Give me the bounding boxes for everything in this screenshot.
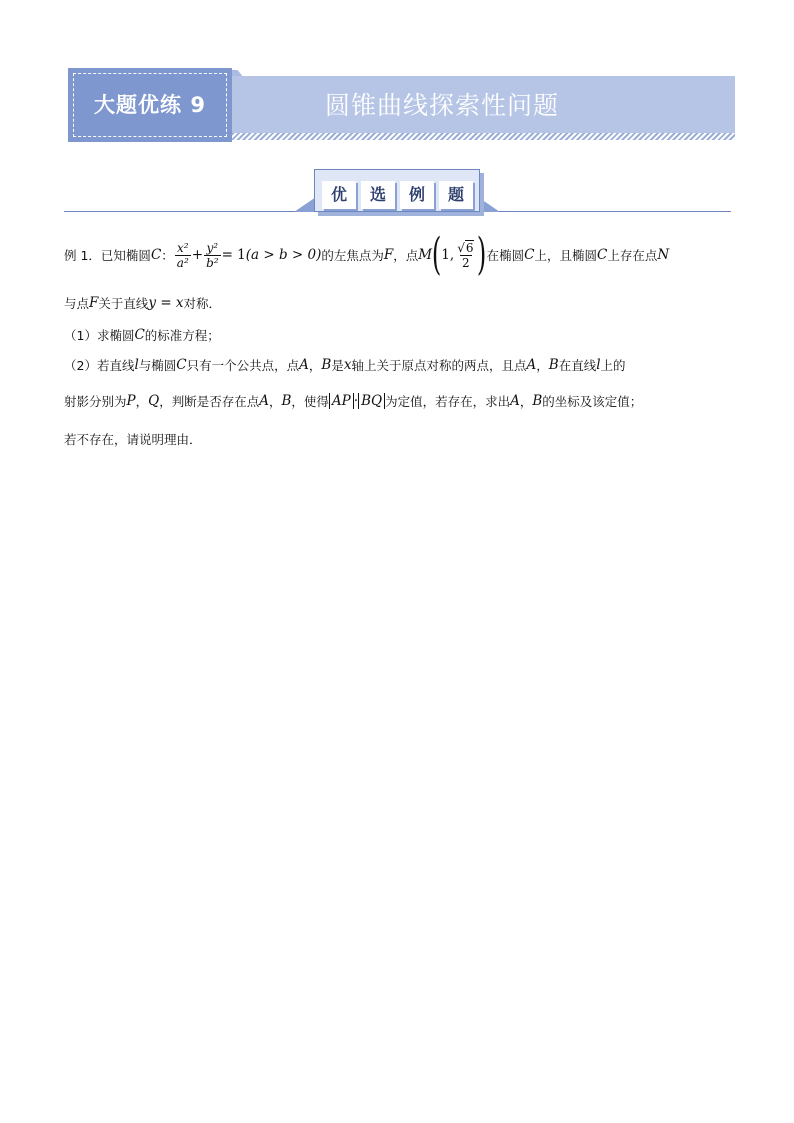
- text: （2）若直线: [64, 358, 135, 373]
- text: ，: [135, 394, 149, 409]
- section-label-char: 题: [439, 181, 473, 209]
- problem-line-1: [64, 229, 670, 280]
- text: ，: [519, 394, 533, 409]
- text: 只有一个公共点，点: [186, 358, 300, 373]
- text: 的左焦点为: [321, 248, 384, 263]
- question-2-line-1: [64, 354, 626, 376]
- badge-label: 大题优练 9: [94, 93, 206, 117]
- math-B: B: [532, 393, 543, 409]
- text: 上，且椭圆: [534, 248, 598, 263]
- math-B: B: [548, 357, 559, 373]
- math-F: F: [383, 247, 394, 263]
- colon: ：: [161, 248, 174, 263]
- math-B: B: [281, 393, 292, 409]
- text: 的坐标及该定值；: [542, 394, 643, 409]
- text: ，点: [393, 248, 419, 263]
- denominator: 2: [462, 255, 470, 270]
- text: 是: [331, 358, 344, 373]
- math-C: C: [524, 247, 535, 263]
- abs-AP: AP: [329, 393, 354, 409]
- math-F: F: [89, 295, 99, 311]
- text: 射影分别为: [64, 394, 127, 409]
- coordinate-x: 1,: [441, 247, 455, 263]
- text: ，判断是否存在点: [159, 394, 260, 409]
- text: 与点: [64, 296, 90, 311]
- left-paren: (: [431, 229, 442, 280]
- radicand: 6: [465, 240, 474, 255]
- text: ，: [268, 394, 282, 409]
- dot: ·: [353, 393, 359, 409]
- math-l: l: [596, 357, 601, 373]
- math-x: x: [343, 357, 352, 373]
- text: 为定值，若存在，求出: [385, 394, 511, 409]
- text: 在椭圆: [486, 248, 525, 263]
- text: 轴上关于原点对称的两点，且点: [351, 358, 527, 373]
- math-P: P: [126, 393, 136, 409]
- math-l: l: [134, 357, 139, 373]
- section-badge: [68, 68, 232, 142]
- numerator: √6: [457, 240, 474, 255]
- section-label-char: 选: [361, 181, 395, 209]
- text: 在直线: [558, 358, 597, 373]
- text: 上的: [600, 358, 626, 373]
- text: ，使得: [291, 394, 329, 409]
- math-N: N: [657, 247, 670, 263]
- plus-sign: +: [191, 247, 204, 263]
- math-line-y-equals-x: y = x: [148, 295, 184, 311]
- math-Q: Q: [148, 393, 160, 409]
- text: ，: [308, 358, 322, 373]
- section-label-char: 例: [400, 181, 434, 209]
- math-A: A: [299, 357, 309, 373]
- fraction-x2-a2: [175, 241, 191, 270]
- question-1: [64, 324, 220, 346]
- numerator: x²: [176, 240, 189, 255]
- denominator: a²: [176, 255, 189, 270]
- text: 对称．: [183, 296, 222, 311]
- right-paren: ): [477, 229, 487, 280]
- math-C: C: [176, 357, 187, 373]
- math-A: A: [259, 393, 269, 409]
- text: 关于直线: [98, 296, 149, 311]
- problem-label: 例 1．已知椭圆: [64, 248, 151, 263]
- text: 的标准方程；: [144, 328, 220, 343]
- abs-BQ: BQ: [358, 393, 385, 409]
- text: 若不存在，请说明理由．: [64, 432, 202, 447]
- denominator: b²: [206, 255, 219, 270]
- page-title: 圆锥曲线探索性问题: [324, 91, 559, 120]
- divider-left-triangle: [294, 197, 316, 212]
- math-B: B: [321, 357, 332, 373]
- text: ，: [536, 358, 549, 373]
- text: 与椭圆: [138, 358, 177, 373]
- problem-line-2: [64, 292, 221, 314]
- fraction-sqrt6-2: [455, 241, 476, 270]
- math-C: C: [150, 247, 162, 263]
- equals-one: = 1: [221, 247, 246, 263]
- math-C: C: [134, 327, 145, 343]
- text: （1）求椭圆: [64, 328, 135, 343]
- numerator: y²: [206, 240, 219, 255]
- fraction-y2-b2: [204, 241, 221, 270]
- question-2-line-3: [64, 428, 202, 450]
- condition: (a > b > 0): [245, 247, 322, 263]
- math-A: A: [526, 357, 537, 373]
- math-M: M: [418, 247, 433, 263]
- math-A: A: [510, 393, 520, 409]
- text: 上存在点: [607, 248, 658, 263]
- question-2-line-2: [64, 389, 642, 413]
- math-C: C: [597, 247, 608, 263]
- section-label-char: 优: [322, 181, 356, 209]
